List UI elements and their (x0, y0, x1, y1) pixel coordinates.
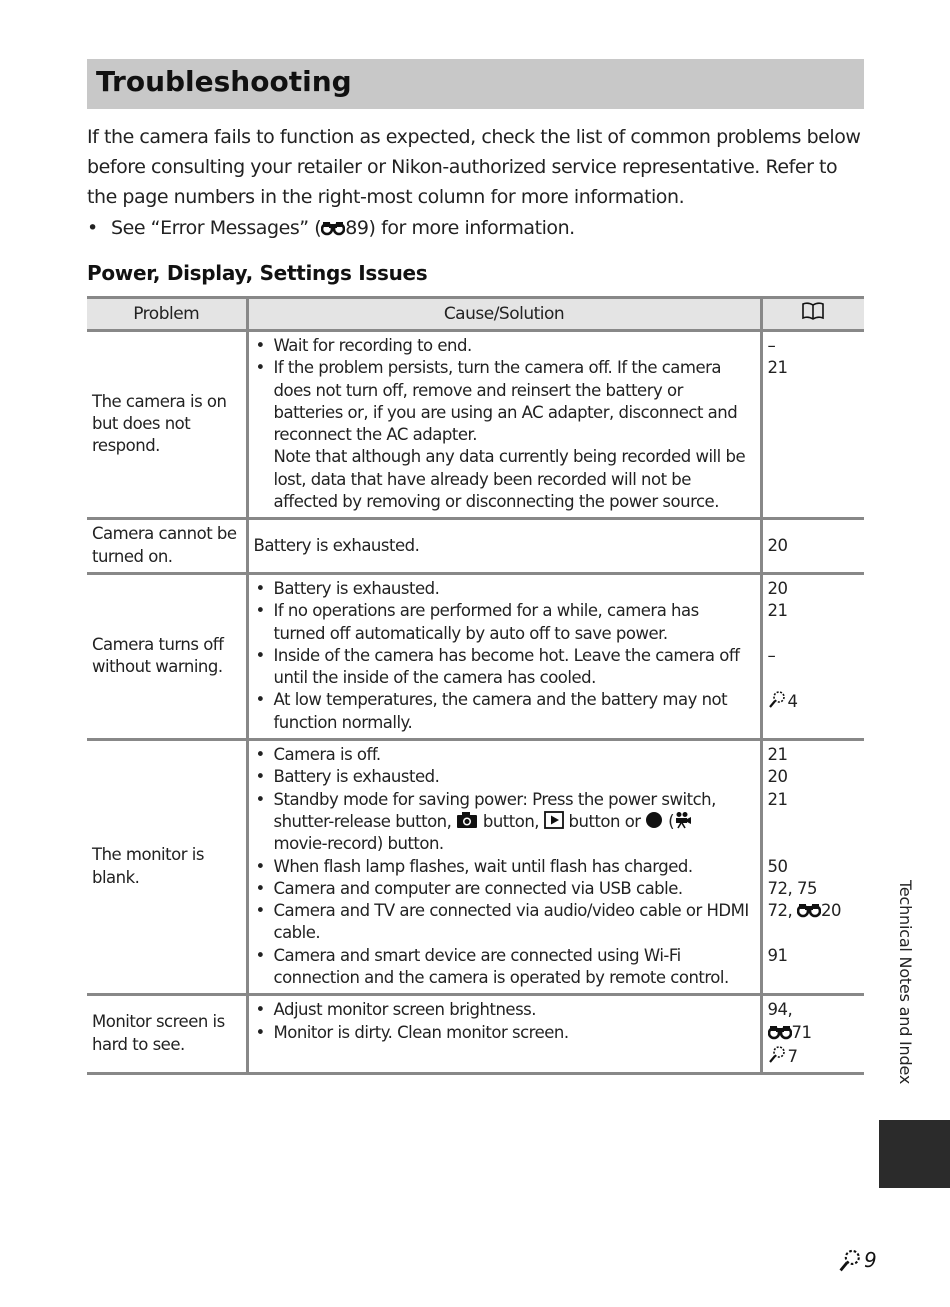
bullet: • (87, 217, 98, 239)
binoculars-ref-icon (797, 902, 821, 918)
problem-cell: Monitor screen is hard to see. (87, 995, 247, 1074)
page-number (838, 1245, 877, 1275)
problem-cell: Camera turns off without warning. (87, 573, 247, 739)
cause-cell: Battery is exhausted. (247, 519, 761, 574)
note-text: Note that although any data currently being recorded will be lost, data that have already been recorded will not be affected by removing or disconnecting the power source. (273, 447, 746, 512)
cause-cell (247, 573, 761, 739)
ref-clean[interactable] (768, 1044, 860, 1068)
header-cause-solution: Cause/Solution (247, 298, 761, 331)
standby-part3: button or (568, 811, 641, 831)
ref-brightness-page[interactable]: 94, (767, 1000, 793, 1020)
troubleshooting-table (87, 296, 864, 1075)
intro-paragraph (87, 122, 867, 212)
book-icon (801, 302, 825, 320)
list-item: • Camera and smart device are connected using Wi-Fi connection and the camera is operated by remote control. (254, 945, 755, 990)
table-row (87, 331, 864, 519)
list-item: • When flash lamp flashes, wait until flash has charged. (254, 856, 755, 878)
table-row (87, 740, 864, 995)
standby-part4: ( (668, 811, 675, 831)
header-reference (761, 298, 864, 331)
technical-notes-icon (768, 689, 788, 709)
page-number-text: 9 (864, 1248, 877, 1272)
side-tab-label: Technical Notes and Index (896, 880, 915, 1085)
title-bar (87, 59, 864, 109)
ref-hdmi[interactable] (768, 900, 860, 922)
ref-cell (761, 573, 864, 739)
ref-cell: – 21 (761, 331, 864, 519)
list-item: • If the problem persists, turn the camera off. If the camera does not turn off, remove and reinsert the battery or batteries or, if you are using an AC adapter, disconnect and reconnect the AC adapter. (254, 357, 755, 446)
list-item: • Camera and computer are connected via USB cable. (254, 878, 755, 900)
list-item-standby (254, 789, 755, 856)
problem-cell: The monitor is blank. (87, 740, 247, 995)
see-page[interactable]: 89 (345, 217, 369, 239)
list-item: • Adjust monitor screen brightness. (254, 999, 755, 1021)
list-item: • Battery is exhausted. (254, 766, 755, 788)
table-row (87, 995, 864, 1074)
ref-hdmi-page: 20 (821, 901, 841, 921)
record-dot-icon (645, 811, 663, 829)
problem-cell: Camera cannot be turned on. (87, 519, 247, 574)
ref-hdmi-prefix: 72, (767, 901, 797, 921)
ref-clean-page: 7 (787, 1046, 798, 1066)
binoculars-ref-icon (321, 220, 345, 236)
ref-technical[interactable] (768, 689, 860, 713)
list-item: • Wait for recording to end. (254, 335, 755, 357)
see-error-messages-line (87, 213, 787, 243)
ref-cell (761, 740, 864, 995)
ref-technical-page: 4 (787, 692, 798, 712)
ref-cell: 20 (761, 519, 864, 574)
technical-notes-icon (768, 1044, 788, 1064)
problem-cell: The camera is on but does not respond. (87, 331, 247, 519)
list-item: • If no operations are performed for a while, camera has turned off automatically by auto off to save power. (254, 600, 755, 645)
technical-notes-icon (838, 1247, 864, 1273)
cause-cell (247, 331, 761, 519)
intro-text: If the camera fails to function as expected, check the list of common problems below before consulting your retailer or Nikon-authorized service representative. Refer to the page numbers in the right-most column for more information. (87, 126, 861, 208)
ref-list: 20 21 – (767, 578, 788, 665)
standby-part1: Standby mode for saving power: Press the power switch, shutter-release button, (273, 789, 716, 831)
camera-icon (456, 811, 478, 829)
standby-part2: button, (482, 811, 540, 831)
list-item: • At low temperatures, the camera and the battery may not function normally. (254, 689, 755, 734)
list-item: • Camera is off. (254, 744, 755, 766)
cause-cell (247, 740, 761, 995)
playback-icon (544, 811, 564, 829)
cause-cell (247, 995, 761, 1074)
ref-brightness-ref-page: 71 (791, 1022, 812, 1042)
ref-brightness-ref[interactable] (768, 1022, 860, 1044)
table-row (87, 519, 864, 574)
header-problem: Problem (87, 298, 247, 331)
list-item: • Battery is exhausted. (254, 578, 755, 600)
ref-list: 21 20 21 50 72, 75 (767, 745, 817, 898)
ref-list-tail: 91 (767, 945, 788, 965)
movie-camera-icon (674, 811, 692, 829)
page-title: Troubleshooting (96, 65, 352, 98)
see-after: ) for more information. (368, 217, 575, 239)
list-item: • Monitor is dirty. Clean monitor screen. (254, 1022, 755, 1044)
list-item: • Camera and TV are connected via audio/video cable or HDMI cable. (254, 900, 755, 945)
side-tab-block (879, 1120, 950, 1188)
see-before: See “Error Messages” ( (111, 217, 322, 239)
side-tab[interactable] (893, 880, 917, 1100)
table-row (87, 573, 864, 739)
standby-part5: movie-record) button. (273, 834, 444, 854)
ref-cell (761, 995, 864, 1074)
binoculars-ref-icon (768, 1024, 792, 1040)
section-title: Power, Display, Settings Issues (87, 261, 428, 285)
table-header-row (87, 298, 864, 331)
list-item: • Inside of the camera has become hot. Leave the camera off until the inside of the camera has cooled. (254, 645, 755, 690)
